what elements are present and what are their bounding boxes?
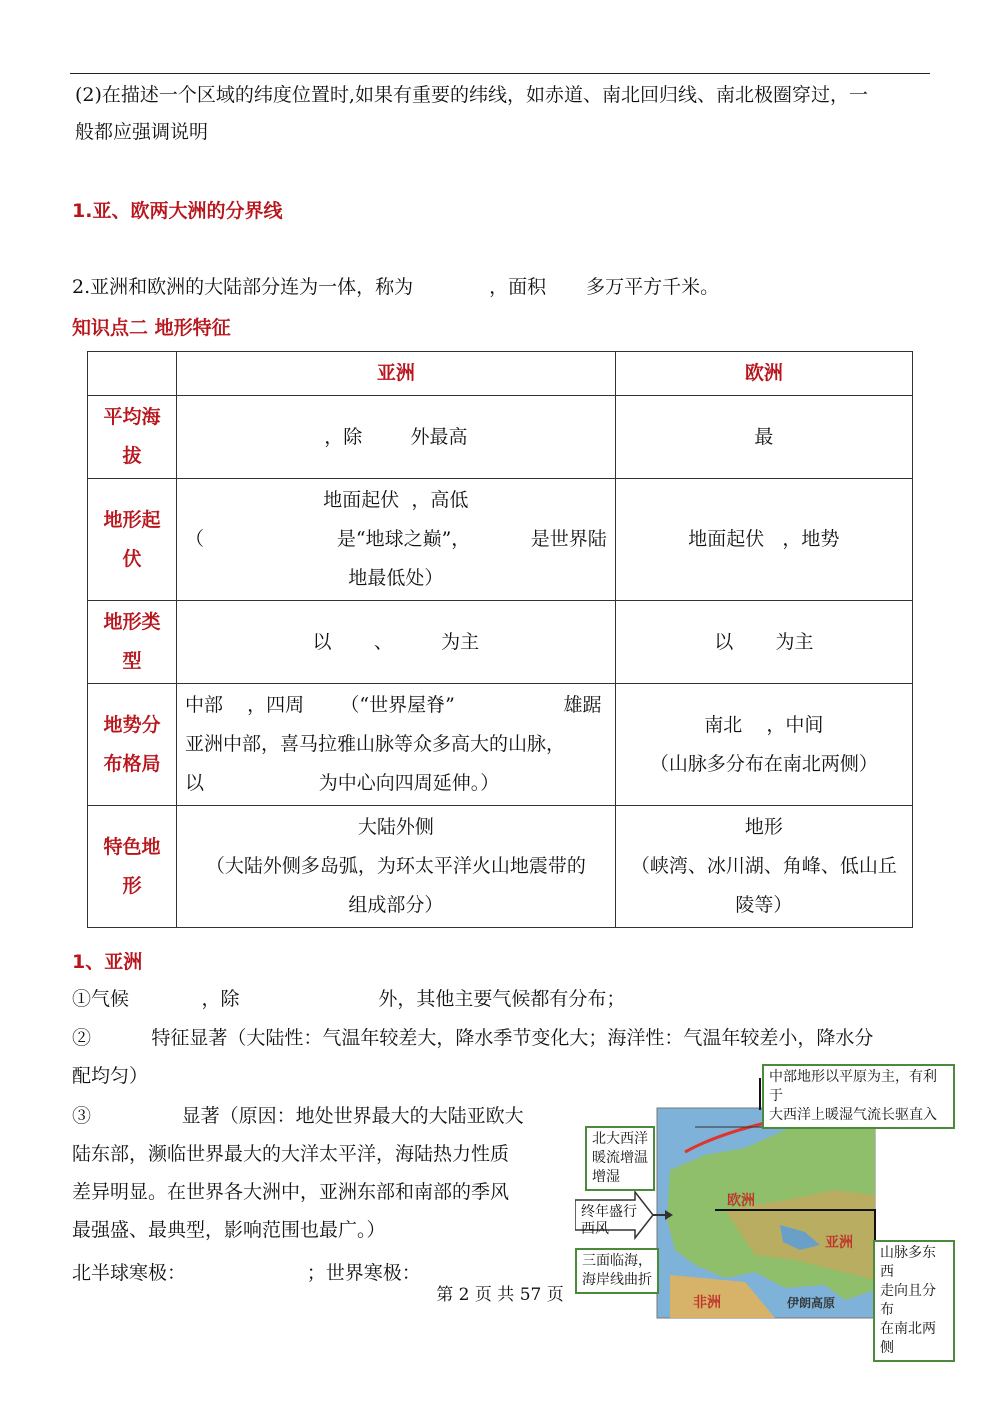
row-label: 平均海 拔 (88, 396, 177, 479)
climate-line2: ② 特征显著（大陆性：气温年较差大，降水季节变化大；海洋性：气温年较差小，降水分 (72, 1027, 874, 1049)
callout-plain-terrain: 中部地形以平原为主，有利于 大西洋上暖湿气流长驱直入 (762, 1064, 955, 1129)
monsoon-line4: 最强盛、最典型，影响范围也最广。） (72, 1219, 386, 1241)
eurasia-text-b: ，面积 (489, 276, 547, 298)
callout-gulf-stream: 北大西洋 暖流增温 增湿 (585, 1126, 655, 1191)
header-asia: 亚洲 (177, 352, 616, 396)
header-europe: 欧洲 (615, 352, 912, 396)
europe-cell: 地面起伏 ，地势 (615, 479, 912, 601)
table-row (88, 479, 913, 601)
callout-mountains: 山脉多东西 走向且分布 在南北两侧 (873, 1240, 955, 1362)
asia-cell: 地面起伏 ，高低 （ 是“地球之巅”， 是世界陆 地最低处） (177, 479, 616, 601)
latitude-note-line1: (2)在描述一个区域的纬度位置时,如果有重要的纬线，如赤道、南北回归线、南北极圈穿过，一 (75, 84, 868, 106)
terrain-table (87, 351, 913, 928)
climate-line1: ①气候 ，除 外，其他主要气候都有分布； (72, 988, 626, 1010)
asia-cell: 以 、 为主 (177, 601, 616, 684)
map-label-europe: 欧洲 (727, 1193, 755, 1209)
table-row (88, 396, 913, 479)
europe-cell: 南北 ，中间 （山脉多分布在南北两侧） (615, 684, 912, 806)
table-header-row (88, 352, 913, 396)
europe-cell: 地形 （峡湾、冰川湖、角峰、低山丘 陵等） (615, 806, 912, 928)
row-label: 特色地 形 (88, 806, 177, 928)
boundary-heading: 1.亚、欧两大洲的分界线 (72, 200, 283, 222)
cold-pole-line: 北半球寒极： ；世界寒极： (72, 1262, 421, 1284)
asia-cell: 中部 ，四周 （“世界屋脊” 雄踞 亚洲中部，喜马拉雅山脉等众多高大的山脉， 以 为中心向四周延伸。） (177, 684, 616, 806)
callout-westerlies: 终年盛行 西风 (581, 1204, 637, 1237)
eurasia-text-c: 多万平方千米。 (586, 276, 720, 298)
asia-cell: ，除 外最高 (177, 396, 616, 479)
map-label-asia: 亚洲 (825, 1235, 853, 1251)
row-label: 地形起 伏 (88, 479, 177, 601)
top-rule (70, 73, 930, 74)
page-footer: 第 2 页 共 57 页 (436, 1285, 564, 1305)
table-row (88, 684, 913, 806)
europe-cell: 最 (615, 396, 912, 479)
terrain-heading: 知识点二 地形特征 (72, 317, 231, 339)
map-label-iran-plateau: 伊朗高原 (787, 1296, 836, 1310)
monsoon-line3: 差异明显。在世界各大洲中，亚洲东部和南部的季风 (72, 1181, 510, 1203)
corner-cell (88, 352, 177, 396)
climate-line3: 配均匀） (72, 1065, 149, 1087)
asia-heading: 1、亚洲 (72, 951, 143, 973)
row-label: 地形类 型 (88, 601, 177, 684)
table-row (88, 601, 913, 684)
row-label: 地势分 布格局 (88, 684, 177, 806)
eurasia-paragraph (72, 268, 719, 306)
asia-cell: 大陆外侧 （大陆外侧多岛弧，为环太平洋火山地震带的 组成部分） (177, 806, 616, 928)
latitude-note-line2: 般都应强调说明 (75, 121, 209, 143)
callout-coastline: 三面临海， 海岸线曲折 (575, 1248, 659, 1294)
europe-cell: 以 为主 (615, 601, 912, 684)
map-label-africa: 非洲 (693, 1295, 721, 1311)
monsoon-line1: ③ 显著（原因：地处世界最大的大陆亚欧大 (72, 1105, 524, 1127)
monsoon-line2: 陆东部，濒临世界最大的大洋太平洋，海陆热力性质 (72, 1143, 510, 1165)
table-row (88, 806, 913, 928)
eurasia-text-a: 2.亚洲和欧洲的大陆部分连为一体，称为 (72, 276, 414, 298)
